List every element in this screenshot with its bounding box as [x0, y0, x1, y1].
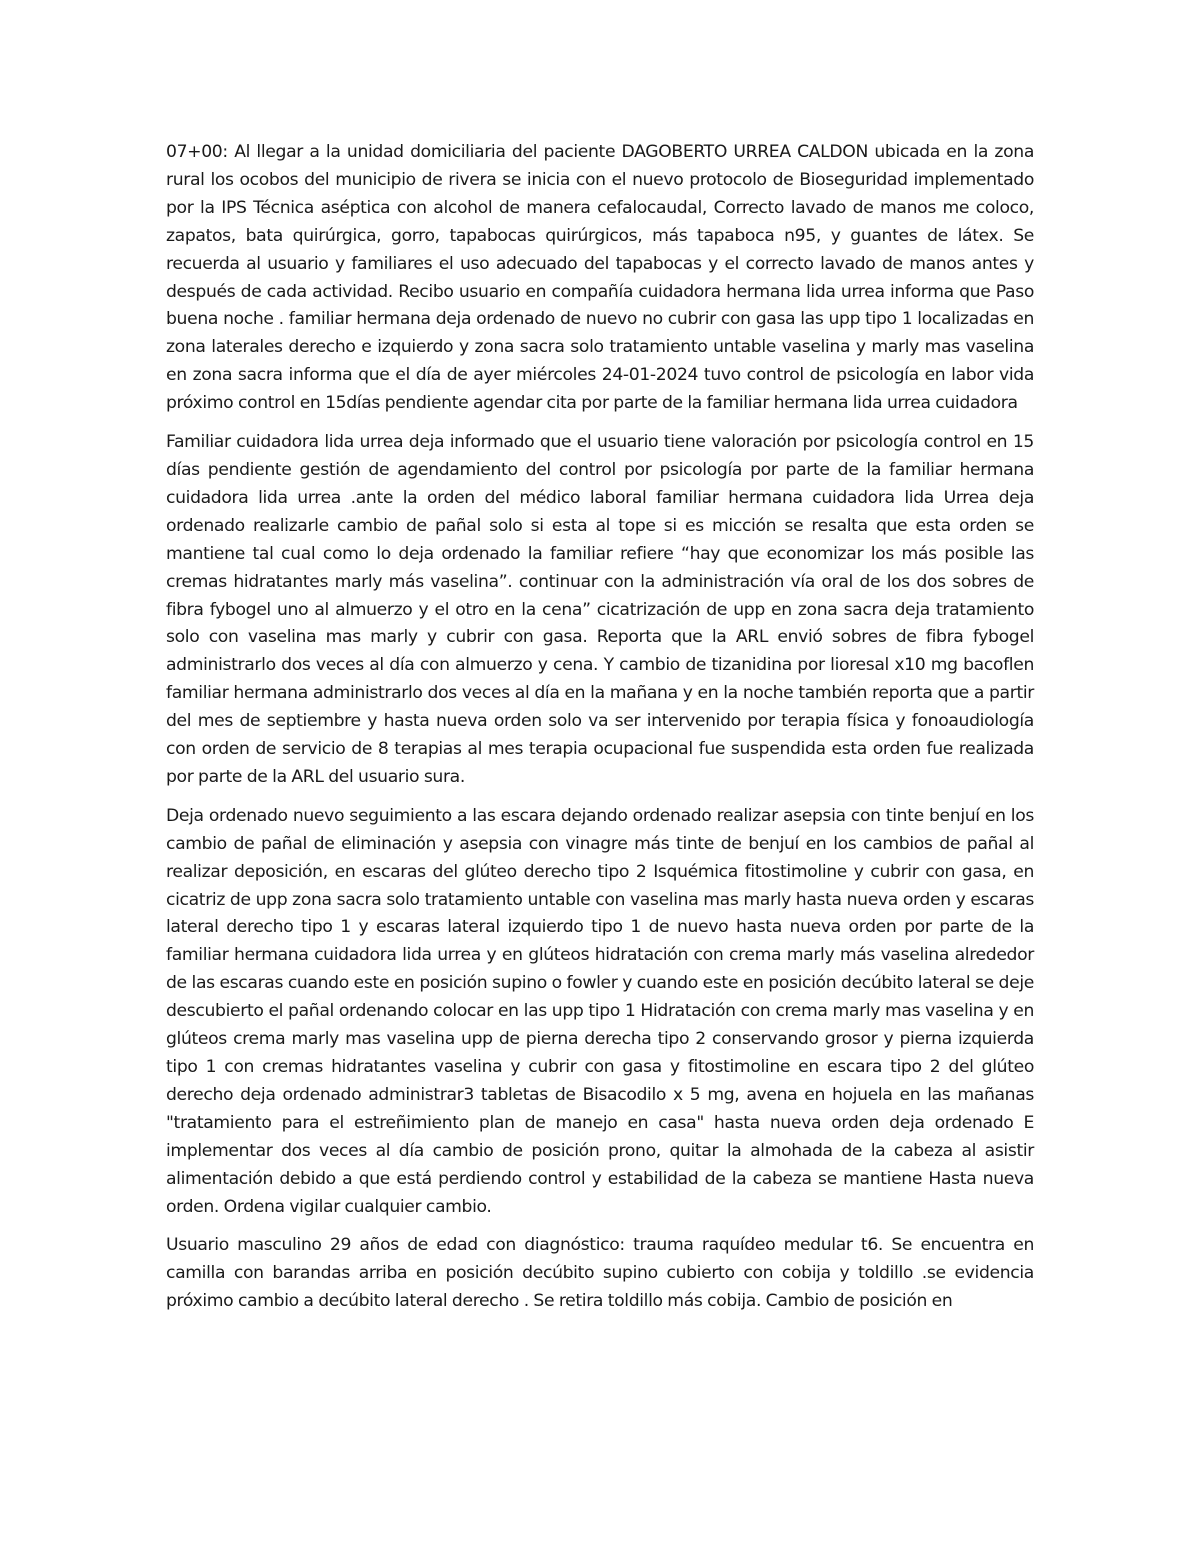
paragraph-arrival-protocol: 07+00: Al llegar a la unidad domiciliaria del paciente DAGOBERTO URREA CALDON ubicada en la zona rural los ocobos del municipio de rivera se inicia con el nuevo protocolo de Bioseguridad implementado por la IPS Técnica aséptica con alcohol de manera cefalocaudal, Correcto lavado de manos me coloco, zapatos, bata quirúrgica, gorro, tapabocas quirúrgicos, más tapaboca n95, y guantes de látex. Se recuerda al usuario y familiares el uso adecuado del tapabocas y el correcto lavado de manos antes y después de cada actividad. Recibo usuario en compañía cuidadora hermana lida urrea informa que Paso buena noche . familiar hermana deja ordenado de nuevo no cubrir con gasa las upp tipo 1 localizadas en zona laterales derecho e izquierdo y zona sacra solo tratamiento untable vaselina y marly mas vaselina en zona sacra informa que el día de ayer miércoles 24-01-2024 tuvo control de psicología en labor vida próximo control en 15días pendiente agendar cita por parte de la familiar hermana lida urrea cuidadora [166, 142, 1034, 414]
paragraph-caregiver-report: Familiar cuidadora lida urrea deja informado que el usuario tiene valoración por psicología control en 15 días pendiente gestión de agendamiento del control por psicología por parte de la familiar hermana cuidadora lida urrea .ante la orden del médico laboral familiar hermana cuidadora lida Urrea deja ordenado realizarle cambio de pañal solo si esta al tope si es micción se resalta que esta orden se mantiene tal cual como lo deja ordenado la familiar refiere “hay que economizar los más posible las cremas hidratantes marly más vaselina”. continuar con la administración vía oral de los dos sobres de fibra fybogel uno al almuerzo y el otro en la cena” cicatrización de upp en zona sacra deja tratamiento solo con vaselina mas marly y cubrir con gasa. Reporta que la ARL envió sobres de fibra fybogel administrarlo dos veces al día con almuerzo y cena. Y cambio de tizanidina por lioresal x10 mg bacoflen familiar hermana administrarlo dos veces al día en la mañana y en la noche también reporta que a partir del mes de septiembre y hasta nueva orden solo va ser intervenido por terapia física y fonoaudiología con orden de servicio de 8 terapias al mes terapia ocupacional fue suspendida esta orden fue realizada por parte de la ARL del usuario sura. [166, 432, 1034, 787]
document-body [166, 139, 1034, 1327]
paragraph-patient-status: Usuario masculino 29 años de edad con diagnóstico: trauma raquídeo medular t6. Se encuentra en camilla con barandas arriba en posición decúbito supino cubierto con cobija y toldillo .se evidencia próximo cambio a decúbito lateral derecho . Se retira toldillo más cobija. Cambio de posición en [166, 1235, 1034, 1312]
paragraph-wound-care-orders: Deja ordenado nuevo seguimiento a las escara dejando ordenado realizar asepsia con tinte benjuí en los cambio de pañal de eliminación y asepsia con vinagre más tinte de benjuí en los cambios de pañal al realizar deposición, en escaras del glúteo derecho tipo 2 Isquémica fitostimoline y cubrir con gasa, en cicatriz de upp zona sacra solo tratamiento untable con vaselina mas marly hasta nueva orden y escaras lateral derecho tipo 1 y escaras lateral izquierdo tipo 1 de nuevo hasta nueva orden por parte de la familiar hermana cuidadora lida urrea y en glúteos hidratación con crema marly más vaselina alrededor de las escaras cuando este en posición supino o fowler y cuando este en posición decúbito lateral se deje descubierto el pañal ordenando colocar en las upp tipo 1 Hidratación con crema marly mas vaselina y en glúteos crema marly mas vaselina upp de pierna derecha tipo 2 conservando grosor y pierna izquierda tipo 1 con cremas hidratantes vaselina y cubrir con gasa y fitostimoline en escara tipo 2 del glúteo derecho deja ordenado administrar3 tabletas de Bisacodilo x 5 mg, avena en hojuela en las mañanas "tratamiento para el estreñimiento plan de manejo en casa" hasta nueva orden deja ordenado E implementar dos veces al día cambio de posición prono, quitar la almohada de la cabeza al asistir alimentación debido a que está perdiendo control y estabilidad de la cabeza se mantiene Hasta nueva orden. Ordena vigilar cualquier cambio. [166, 805, 1034, 1217]
